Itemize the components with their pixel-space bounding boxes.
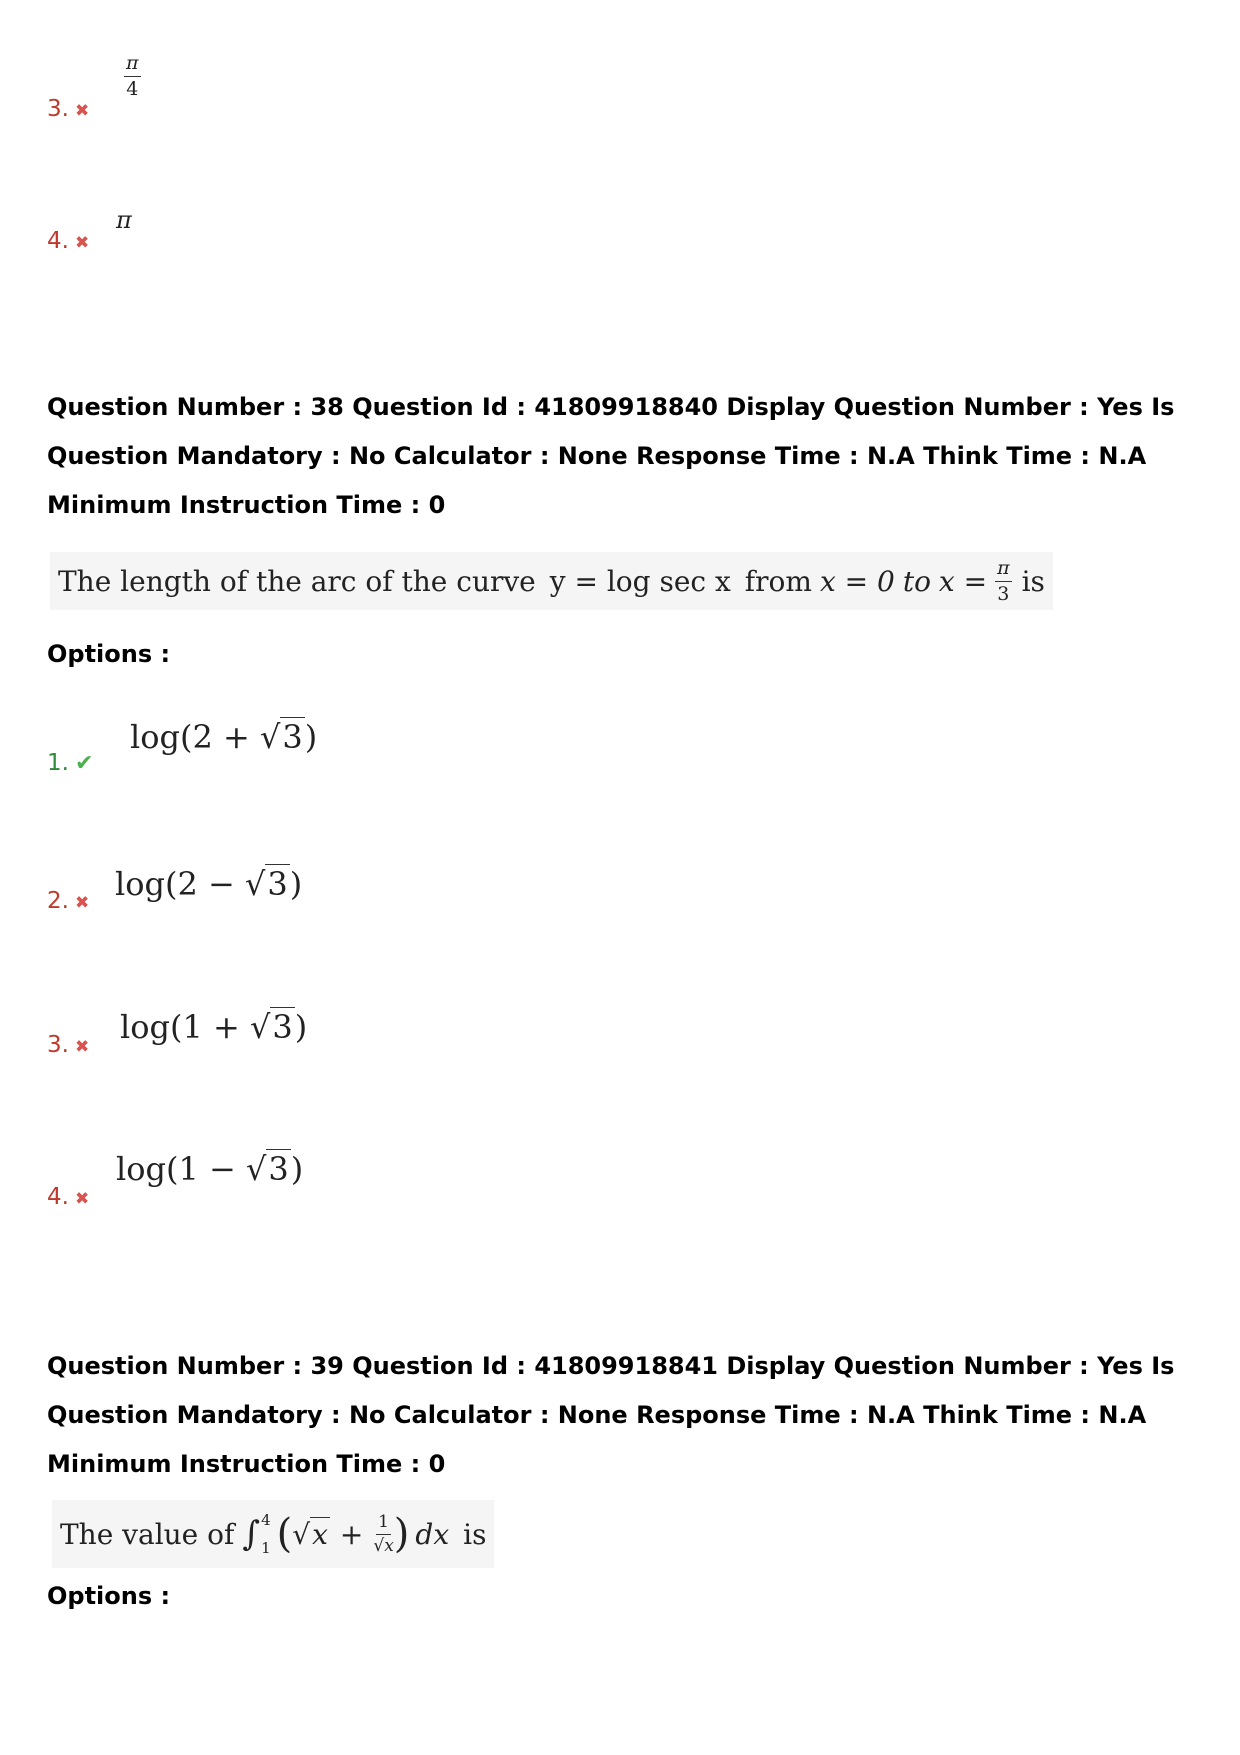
option-number: 2.	[47, 888, 69, 914]
check-icon: ✔	[74, 751, 94, 776]
option-2[interactable]	[47, 888, 89, 914]
cross-icon: ✖	[74, 233, 90, 253]
cross-icon: ✖	[74, 101, 90, 121]
question-39-text: The value of ∫ 4 1 ( √x + $\frac{1}{√x}$ ) dx is	[52, 1500, 494, 1568]
option-4[interactable]	[47, 1184, 89, 1210]
option-4[interactable]	[47, 228, 89, 254]
option-1[interactable]	[47, 750, 93, 776]
cross-icon: ✖	[74, 1037, 90, 1057]
question-39-header: Question Number : 39 Question Id : 41809918841 Display Question Number : Yes Is Question Mandatory : No Calculator : None Response Time : N.A Think Time : N.A Minimum Instruction Time : 0	[47, 1352, 1175, 1478]
option-number: 4.	[47, 228, 69, 254]
options-label: Options :	[47, 1582, 171, 1610]
option-3[interactable]	[47, 1032, 89, 1058]
option-3[interactable]	[47, 96, 89, 122]
option-3-math: log(1 + √3)	[120, 1008, 308, 1046]
option-2-math: log(2 − √3)	[115, 865, 303, 903]
question-38-header: Question Number : 38 Question Id : 41809918840 Display Question Number : Yes Is Question Mandatory : No Calculator : None Response Time : N.A Think Time : N.A Minimum Instruction Time : 0	[47, 393, 1175, 519]
option-number: 3.	[47, 96, 69, 122]
option-number: 3.	[47, 1032, 69, 1058]
option-3-math: $\frac{\pi}{4}$	[126, 52, 139, 100]
cross-icon: ✖	[74, 893, 90, 913]
option-number: 4.	[47, 1184, 69, 1210]
options-label: Options :	[47, 640, 171, 668]
option-1-math: log(2 + √3)	[130, 718, 318, 756]
cross-icon: ✖	[74, 1189, 90, 1209]
option-4-math: π	[116, 206, 132, 234]
option-number: 1.	[47, 750, 69, 776]
option-4-math: log(1 − √3)	[116, 1150, 304, 1188]
question-38-text: The length of the arc of the curve y = log sec x from x = 0 to x = $\frac{\pi}{3}$ is	[50, 552, 1053, 610]
